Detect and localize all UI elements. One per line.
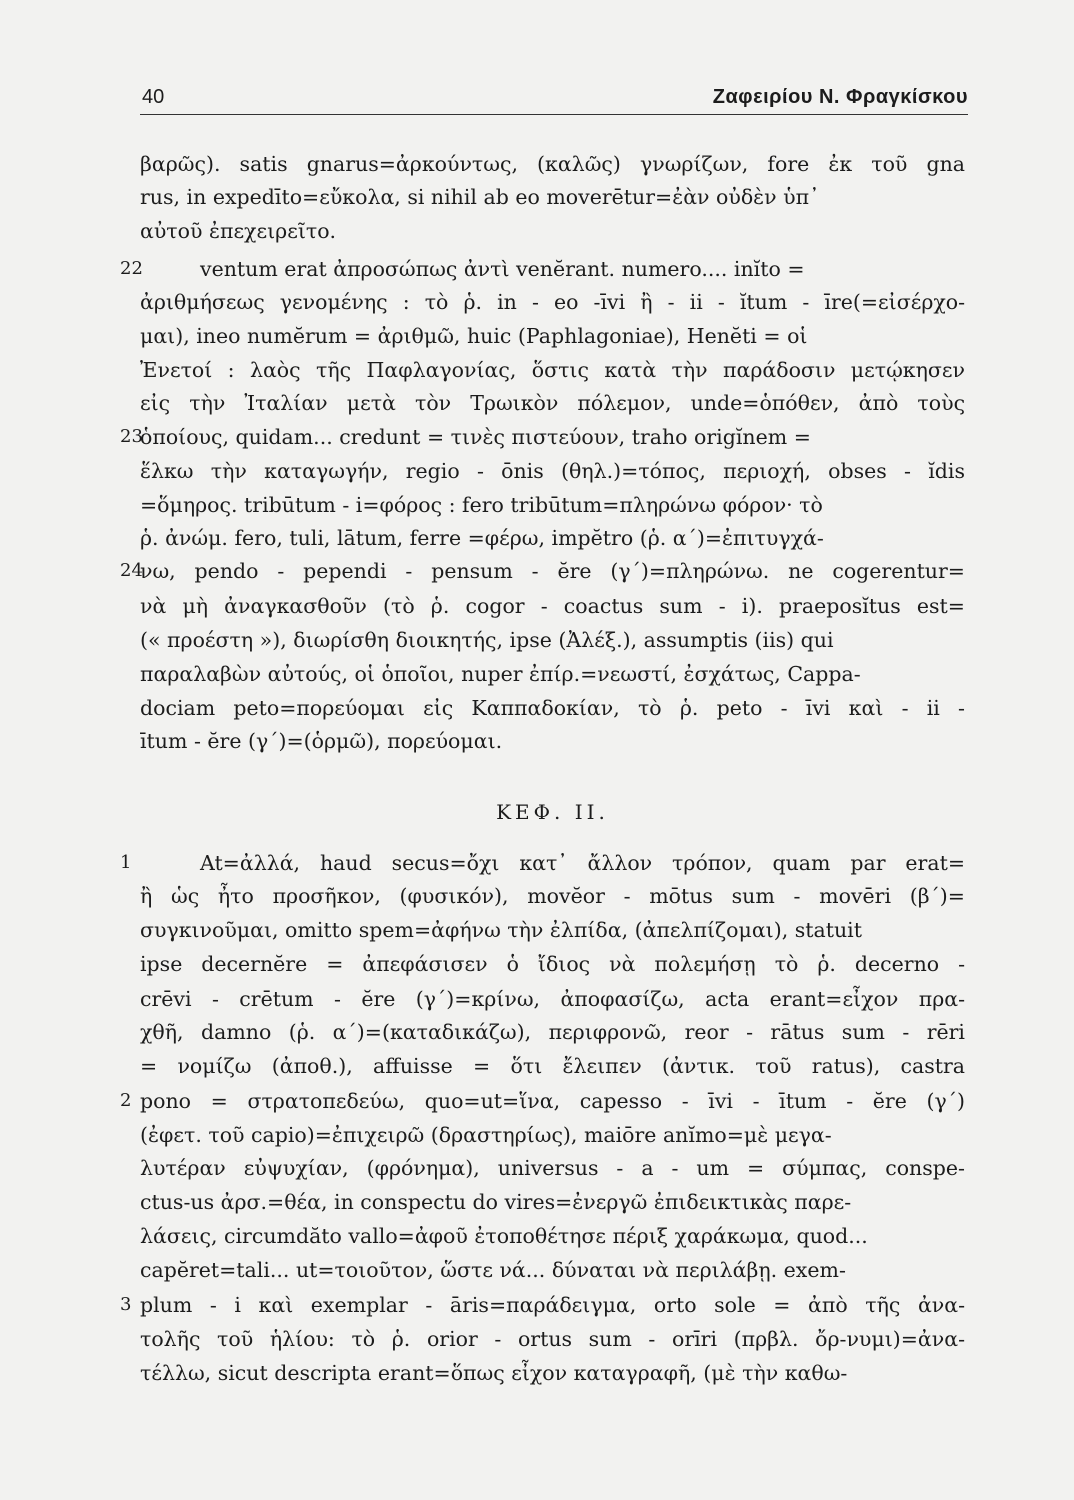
text-line: (ἐφετ. τοῦ capio)=ἐπιχειρῶ (δραστηρίως), maiōre anĭmo=μὲ μεγα-	[140, 1123, 832, 1147]
text-line: ctus-us ἀρσ.=θέα, in conspectu do vires=ἐνεργῶ ἐπιδεικτικὰς παρε-	[140, 1190, 852, 1214]
text-line: ῥ. ἀνώμ. fero, tuli, lātum, ferre =φέρω, impĕtro (ῥ. α΄)=ἐπιτυγχά-	[140, 526, 824, 550]
text-line: =ὅμηρος. tribūtum - i=φόρος : fero tribūtum=πληρώνω φόρον· τὸ	[140, 493, 823, 517]
text-line: ἕλκω τὴν καταγωγήν, regio - ōnis (θηλ.)=τόπος, περιοχή, obses - ĭdis	[140, 459, 965, 483]
text-line: βαρῶς). satis gnarus=ἀρκούντως, (καλῶς) γνωρίζων, fore ἐκ τοῦ gna	[140, 152, 965, 176]
text-line: ītum - ĕre (γ΄)=(ὁρμῶ), πορεύομαι.	[140, 729, 503, 753]
running-head: Ζαφειρίου Ν. Φραγκίσκου	[712, 86, 968, 108]
page-number: 40	[142, 86, 165, 108]
text-line: capĕret=tali... ut=τοιοῦτον, ὥστε νά... δύναται νὰ περιλάβῃ. exem-	[140, 1258, 846, 1282]
section-heading: ΚΕΦ. II.	[496, 800, 609, 824]
text-line: At=ἀλλά, haud secus=ὄχι κατ᾽ ἄλλον τρόπον, quam par erat=	[200, 851, 965, 875]
text-line: συγκινοῦμαι, omitto spem=ἀφήνω τὴν ἐλπίδα, (ἀπελπίζομαι), statuit	[140, 918, 862, 942]
margin-number: 22	[120, 258, 143, 279]
text-line: plum - i καὶ exemplar - āris=παράδειγμα, orto sole = ἀπὸ τῆς ἀνα-	[140, 1293, 965, 1317]
text-line: (« προέστη »), διωρίσθη διοικητής, ipse (Ἀλέξ.), assumptis (iis) qui	[140, 628, 834, 652]
text-line: rus, in expedīto=εὔκολα, si nihil ab eo moverētur=ἐὰν οὐδὲν ὑπ᾽	[140, 185, 820, 209]
text-line: ὁποίους, quidam... credunt = τινὲς πιστεύουν, traho origĭnem =	[140, 425, 811, 449]
text-line: χθῆ, damno (ῥ. α΄)=(καταδικάζω), περιφρονῶ, reor - rātus sum - rēri	[140, 1020, 965, 1044]
text-line: εἰς τὴν Ἰταλίαν μετὰ τὸν Τρωικὸν πόλεμον, unde=ὁπόθεν, ἀπὸ τοὺς	[140, 391, 965, 415]
margin-number: 24	[120, 560, 143, 581]
text-line: νὰ μὴ ἀναγκασθοῦν (τὸ ῥ. cogor - coactus sum - i). praeposĭtus est=	[140, 594, 965, 618]
text-line: μαι), ineo numĕrum = ἀριθμῶ, huic (Paphlagoniae), Henĕti = οἱ	[140, 324, 808, 348]
text-line: νω, pendo - pependi - pensum - ĕre (γ΄)=πληρώνω. ne cogerentur=	[140, 559, 965, 583]
text-line: τέλλω, sicut descripta erant=ὅπως εἶχον καταγραφῆ, (μὲ τὴν καθω-	[140, 1361, 848, 1385]
text-line: dociam peto=πορεύομαι εἰς Καππαδοκίαν, τὸ ῥ. peto - īvi καὶ - ii -	[140, 696, 965, 720]
margin-number: 23	[120, 426, 143, 447]
text-line: ipse decernĕre = ἀπεφάσισεν ὁ ἴδιος νὰ πολεμήσῃ τὸ ῥ. decerno -	[140, 952, 965, 976]
text-line: παραλαβὼν αὐτούς, οἱ ὁποῖοι, nuper ἐπίρ.=νεωστί, ἐσχάτως, Cappa-	[140, 662, 861, 686]
text-line: ἀριθμήσεως γενομένης : τὸ ῥ. in - eo -īvi ἢ - ii - ĭtum - īre(=εἰσέρχο-	[140, 290, 965, 314]
margin-number: 1	[120, 852, 132, 873]
page-header	[140, 80, 968, 115]
margin-number: 2	[120, 1090, 132, 1111]
text-line: pono = στρατοπεδεύω, quo=ut=ἵνα, capesso - īvi - ītum - ĕre (γ΄)	[140, 1089, 965, 1113]
text-line: = νομίζω (ἀποθ.), affuisse = ὅτι ἔλειπεν (ἀντικ. τοῦ ratus), castra	[140, 1054, 965, 1078]
text-line: λυτέραν εὐψυχίαν, (φρόνημα), universus - a - um = σύμπας, conspe-	[140, 1156, 965, 1180]
text-line: λάσεις, circumdăto vallo=ἀφοῦ ἐτοποθέτησε πέριξ χαράκωμα, quod...	[140, 1224, 868, 1248]
margin-number: 3	[120, 1294, 132, 1315]
text-line: crēvi - crētum - ĕre (γ΄)=κρίνω, ἀποφασίζω, acta erant=εἶχον πρα-	[140, 987, 965, 1011]
text-line: τολῆς τοῦ ἡλίου: τὸ ῥ. orior - ortus sum - orīri (πρβλ. ὄρ-νυμι)=ἀνα-	[140, 1327, 965, 1351]
text-line: ἢ ὡς ἦτο προσῆκον, (φυσικόν), movĕor - mōtus sum - movēri (β΄)=	[140, 884, 965, 908]
text-line: αὐτοῦ ἐπεχειρεῖτο.	[140, 219, 337, 243]
text-line: Ἐνετοί : λαὸς τῆς Παφλαγονίας, ὅστις κατὰ τὴν παράδοσιν μετῴκησεν	[140, 358, 965, 382]
text-line: ventum erat ἀπροσώπως ἀντὶ venĕrant. numero.... inĭto =	[200, 257, 805, 281]
